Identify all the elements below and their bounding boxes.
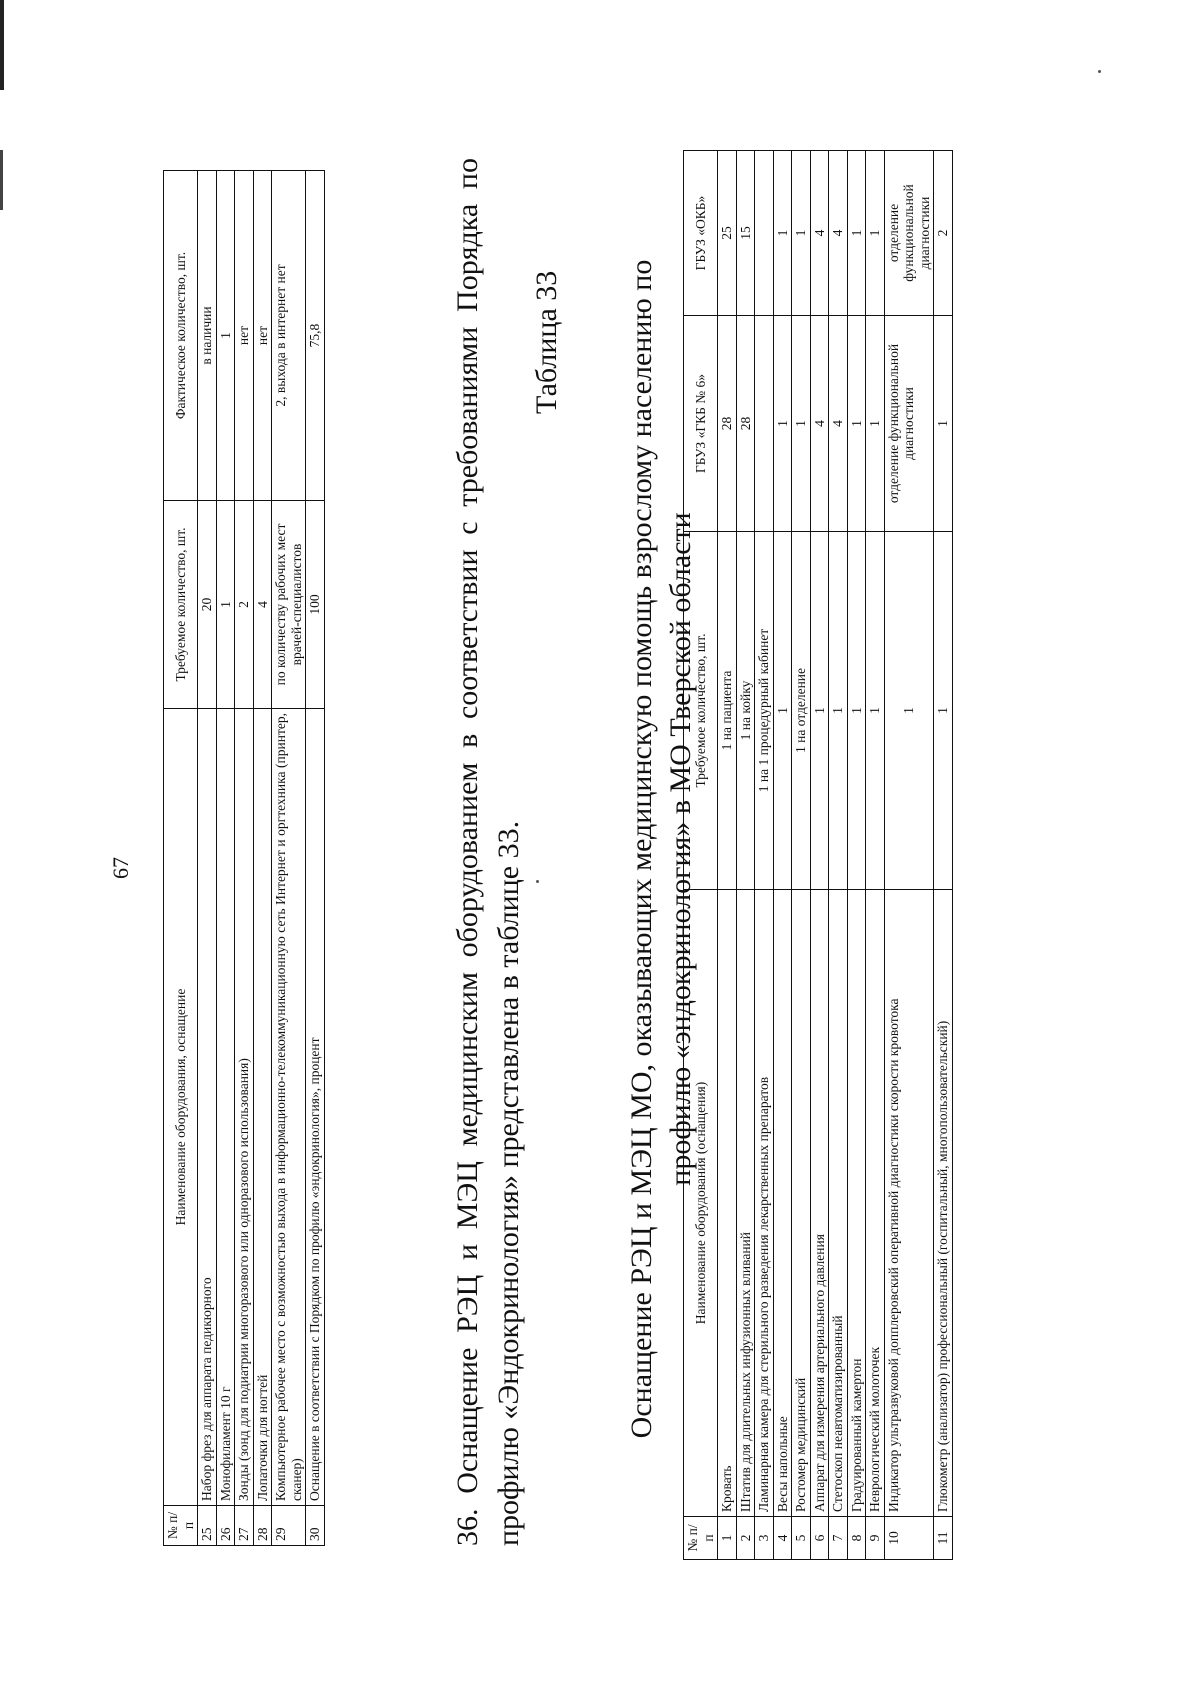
row-gkb6: 4 [810, 316, 829, 532]
row-number: 28 [253, 1506, 272, 1546]
table-row [755, 151, 774, 1560]
table-header-row [164, 171, 198, 1546]
row-actual: нет [253, 171, 272, 501]
row-gkb6: 1 [792, 316, 811, 532]
row-number: 11 [934, 1517, 953, 1560]
row-required: по количеству рабочих мест врачей-специалистов [272, 501, 306, 709]
row-number: 5 [792, 1517, 811, 1560]
table-row [736, 151, 755, 1560]
row-required: 1 [866, 532, 885, 890]
row-required: 1 [934, 532, 953, 890]
row-gkb6: 4 [829, 316, 848, 532]
row-number: 4 [773, 1517, 792, 1560]
row-name: Весы напольные [773, 890, 792, 1517]
header-name: Наименование оборудования (оснащения) [684, 890, 718, 1517]
row-name: Лопаточки для ногтей [253, 709, 272, 1506]
header-required: Требуемое количество, шт. [684, 532, 718, 890]
row-required: 20 [198, 501, 217, 709]
row-number: 30 [306, 1506, 325, 1546]
row-name: Стетоскоп неавтоматизированный [829, 890, 848, 1517]
row-name: Глюкометр (анализатор) профессиональный (госпитальный, многопользовательский) [934, 890, 953, 1517]
row-name: Индикатор ультразвуковой допплеровский оперативной диагностики скорости кровотока [884, 890, 934, 1517]
row-okb: 1 [866, 151, 885, 316]
row-okb: 25 [718, 151, 737, 316]
row-name: Кровать [718, 890, 737, 1517]
table-row [306, 171, 325, 1546]
table-row [934, 151, 953, 1560]
row-required: 1 на пациента [718, 532, 737, 890]
table-row [884, 151, 934, 1560]
row-required: 1 [829, 532, 848, 890]
row-gkb6 [755, 316, 774, 532]
row-gkb6: 1 [847, 316, 866, 532]
table-header-row [684, 151, 718, 1560]
row-number: 3 [755, 1517, 774, 1560]
row-number: 10 [884, 1517, 934, 1560]
row-required: 1 [847, 532, 866, 890]
table-row [829, 151, 848, 1560]
equipment-table-33 [683, 150, 953, 1560]
table-row [198, 171, 217, 1546]
section-heading: 36. Оснащение РЭЦ и МЭЦ медицинским оборудованием в соответствии с требованиями Порядка по профилю «Эндокринология» представлена в таблице 33. [451, 158, 525, 1546]
row-gkb6: 28 [736, 316, 755, 532]
row-number: 26 [216, 1506, 235, 1546]
row-gkb6: 1 [866, 316, 885, 532]
row-name: Оснащение в соответствии с Порядком по профилю «эндокринология», процент [306, 709, 325, 1506]
table-row [810, 151, 829, 1560]
row-number: 8 [847, 1517, 866, 1560]
table-row [847, 151, 866, 1560]
row-required: 1 на 1 процедурный кабинет [755, 532, 774, 890]
row-name: Монофиламент 10 г [216, 709, 235, 1506]
row-number: 1 [718, 1517, 737, 1560]
row-required: 1 [810, 532, 829, 890]
row-number: 25 [198, 1506, 217, 1546]
row-gkb6: 1 [934, 316, 953, 532]
row-name: Ламинарная камера для стерильного разведения лекарственных препаратов [755, 890, 774, 1517]
row-number: 2 [736, 1517, 755, 1560]
row-actual: 75,8 [306, 171, 325, 501]
table-row [866, 151, 885, 1560]
row-name: Набор фрез для аппарата педикюрного [198, 709, 217, 1506]
table-row [272, 171, 306, 1546]
header-actual: Фактическое количество, шт. [164, 171, 198, 501]
row-okb: 1 [792, 151, 811, 316]
row-number: 7 [829, 1517, 848, 1560]
table-caption: Оснащение РЭЦ и МЭЦ МО, оказывающих медицинскую помощь взрослому населению по профилю «эндокринология» в МО Тверской области [625, 259, 697, 1439]
row-gkb6: 1 [773, 316, 792, 532]
row-actual: 1 [216, 171, 235, 501]
row-actual: 2, выхода в интернет нет [272, 171, 306, 501]
table-label: Таблица 33 [530, 270, 563, 414]
row-number: 27 [235, 1506, 254, 1546]
equipment-table-part [163, 170, 325, 1546]
row-name: Градуированный камертон [847, 890, 866, 1517]
row-required: 1 [773, 532, 792, 890]
row-name: Неврологический молоточек [866, 890, 885, 1517]
header-gkb6: ГБУЗ «ГКБ № 6» [684, 316, 718, 532]
row-okb: 1 [847, 151, 866, 316]
row-required: 1 [216, 501, 235, 709]
row-required: 100 [306, 501, 325, 709]
row-number: 9 [866, 1517, 885, 1560]
row-gkb6: отделение функциональной диагностики [884, 316, 934, 532]
row-name: Штатив для длительных инфузионных вливаний [736, 890, 755, 1517]
row-required: 1 на отделение [792, 532, 811, 890]
table-row [773, 151, 792, 1560]
row-number: 29 [272, 1506, 306, 1546]
header-number: № п/п [164, 1506, 198, 1546]
row-okb: 15 [736, 151, 755, 316]
header-name: Наименование оборудования, оснащение [164, 709, 198, 1506]
table-row [718, 151, 737, 1560]
row-actual: нет [235, 171, 254, 501]
row-name: Ростомер медицинский [792, 890, 811, 1517]
row-okb: 4 [829, 151, 848, 316]
row-okb: 4 [810, 151, 829, 316]
table-row [792, 151, 811, 1560]
row-required: 4 [253, 501, 272, 709]
row-name: Аппарат для измерения артериального давления [810, 890, 829, 1517]
page-number: 67 [108, 857, 133, 879]
row-actual: в наличии [198, 171, 217, 501]
table-row [235, 171, 254, 1546]
row-required: 1 на койку [736, 532, 755, 890]
header-required: Требуемое количество, шт. [164, 501, 198, 709]
row-required: 1 [884, 532, 934, 890]
row-name: Компьютерное рабочее место с возможностью выхода в информационно-телекоммуникационную сеть Интернет и оргтехника (принтер, сканер) [272, 709, 306, 1506]
row-gkb6: 28 [718, 316, 737, 532]
header-okb: ГБУЗ «ОКБ» [684, 151, 718, 316]
table-row [253, 171, 272, 1546]
row-number: 6 [810, 1517, 829, 1560]
row-okb [755, 151, 774, 316]
table-row [216, 171, 235, 1546]
row-name: Зонды (зонд для подиатрии многоразового или одноразового использования) [235, 709, 254, 1506]
row-okb: 2 [934, 151, 953, 316]
row-okb: 1 [773, 151, 792, 316]
row-okb: отделение функциональной диагностики [884, 151, 934, 316]
row-required: 2 [235, 501, 254, 709]
header-number: № п/п [684, 1517, 718, 1560]
